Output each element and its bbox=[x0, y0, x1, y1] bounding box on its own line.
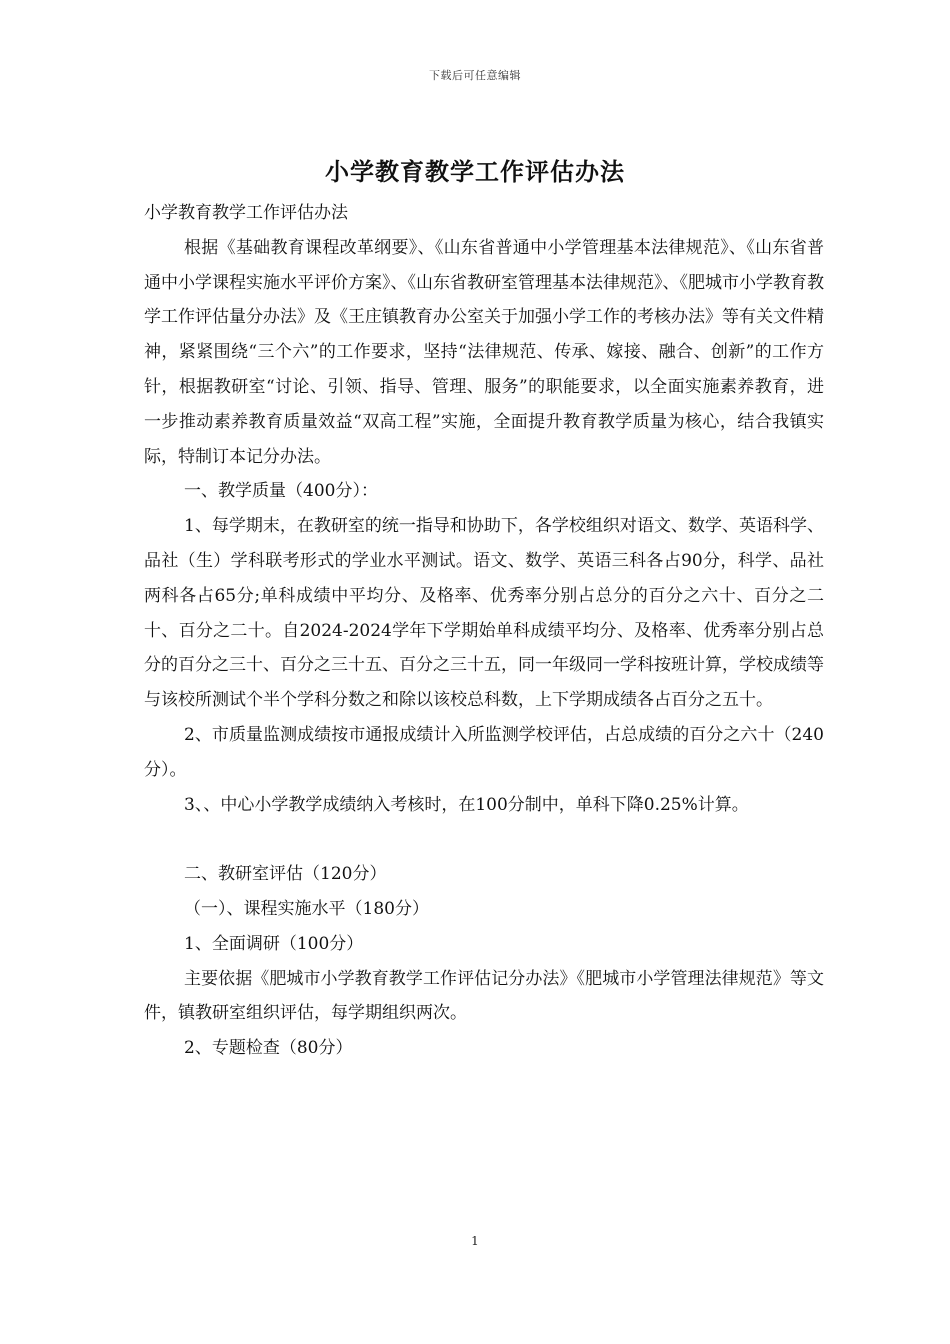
item-heading-survey: 1、全面调研（100分） bbox=[184, 933, 364, 954]
document-title: 小学教育教学工作评估办法 bbox=[325, 157, 625, 186]
paragraph-intro: 根据《基础教育课程改革纲要》、《山东省普通中小学管理基本法律规范》、《山东省普通中小学课程实施水平评价方案》、《山东省教研室管理基本法律规范》、《肥城市小学教育教学工作评估量分办法》及《王庄镇教育办公室关于加强小学工作的考核办法》等有关文件精神，紧紧围绕“三个六”的工作要求，坚持“法律规范、传承、嫁接、融合、创新”的工作方针，根据教研室“讨论、引领、指导、管理、服务”的职能要求，以全面实施素养教育，进一步推动素养教育质量效益“双高工程”实施，全面提升教育教学质量为核心，结合我镇实际，特制订本记分办法。 bbox=[144, 237, 824, 467]
document-body bbox=[144, 196, 824, 1066]
paragraph-item-3: 3、、中心小学教学成绩纳入考核时，在100分制中，单科下降0.25%计算。 bbox=[184, 794, 749, 815]
paragraph-survey-detail: 主要依据《肥城市小学教育教学工作评估记分办法》《肥城市小学管理法律规范》等文件，镇教研室组织评估，每学期组织两次。 bbox=[144, 968, 824, 1024]
blank-line bbox=[144, 822, 824, 857]
paragraph-item-2: 2、市质量监测成绩按市通报成绩计入所监测学校评估，占总成绩的百分之六十（240分）。 bbox=[144, 724, 824, 780]
document-subtitle: 小学教育教学工作评估办法 bbox=[144, 203, 348, 223]
item-heading-special-check: 2、专题检查（80分） bbox=[184, 1038, 353, 1059]
subsection-heading-curriculum: （一）、课程实施水平（180分） bbox=[184, 898, 429, 919]
page-header: 下载后可任意编辑 bbox=[429, 69, 521, 82]
paragraph-item-1: 1、每学期末，在教研室的统一指导和协助下，各学校组织对语文、数学、英语科学、品社（生）学科联考形式的学业水平测试。语文、数学、英语三科各占90分，科学、品社两科各占65分;单科成绩中平均分、及格率、优秀率分别占总分的百分之六十、百分之二十、百分之二十。自2024-2024学年下学期始单科成绩平均分、及格率、优秀率分别占总分的百分之三十、百分之三十五、百分之三十五，同一年级同一学科按班计算，学校成绩等与该校所测试个半个学科分数之和除以该校总科数，上下学期成绩各占百分之五十。 bbox=[144, 516, 824, 711]
section-heading-teaching-quality: 一、教学质量（400分）： bbox=[184, 481, 378, 502]
section-heading-research-office: 二、教研室评估（120分） bbox=[184, 864, 387, 885]
page-number: 1 bbox=[471, 1234, 479, 1248]
